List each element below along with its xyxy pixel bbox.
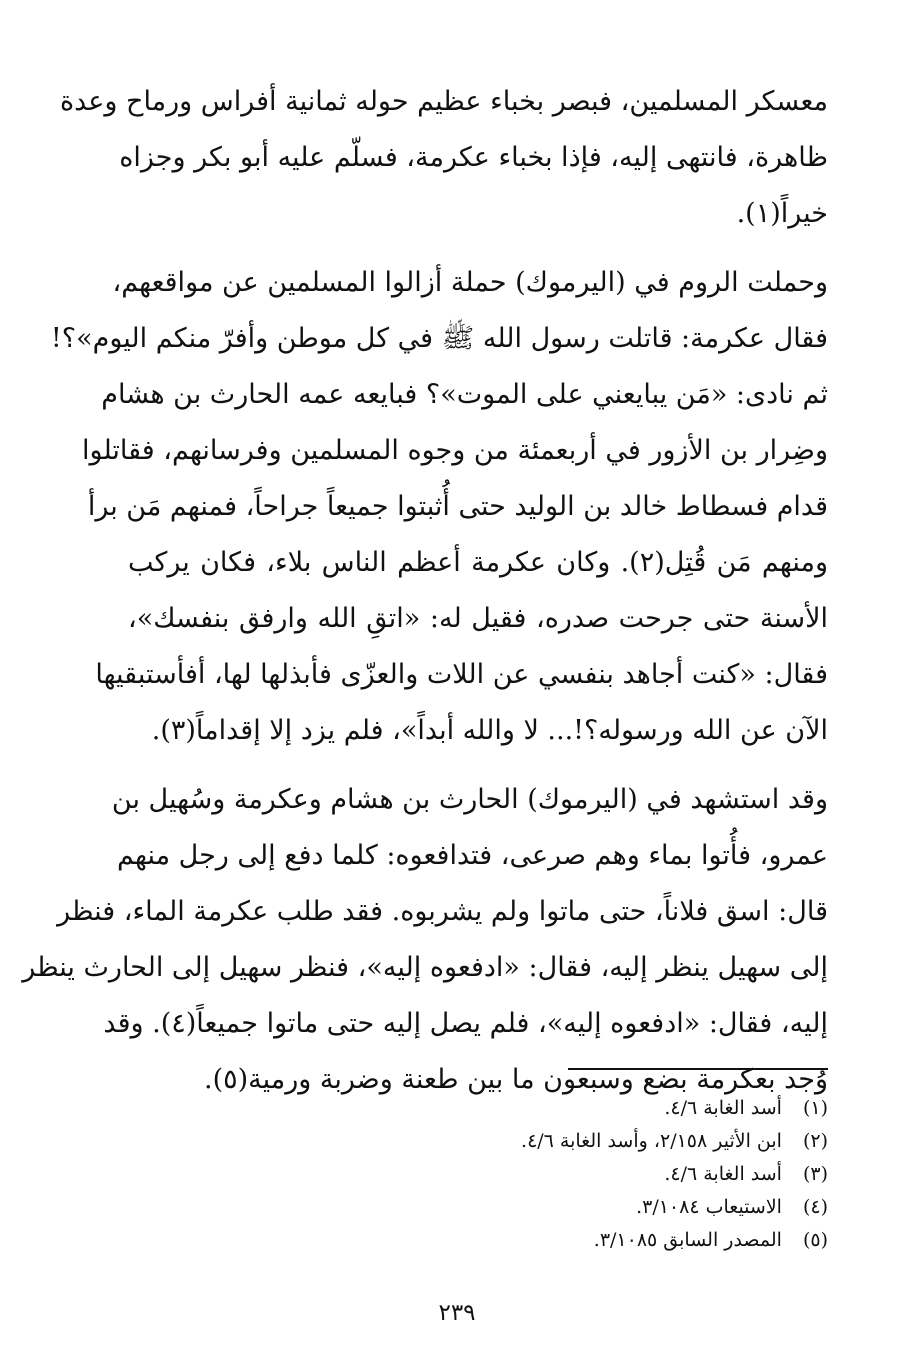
footnote-number: (١) bbox=[802, 1097, 828, 1119]
footnote-divider bbox=[568, 1068, 828, 1070]
text-line: إلى سهيل ينظر إليه، فقال: «ادفعوه إليه»، فنظر سهيل إلى الحارث ينظر bbox=[22, 952, 828, 983]
text-line: وُجد بعكرمة بضع وسبعون ما بين طعنة وضربة ورمية(٥). bbox=[204, 1064, 828, 1095]
paragraph-3 bbox=[22, 772, 828, 1108]
text-line: فقال عكرمة: قاتلت رسول الله ﷺ في كل موطن وأفرّ منكم اليوم»؟! bbox=[50, 323, 828, 354]
footnote-item bbox=[128, 1158, 828, 1191]
text-line: ظاهرة، فانتهى إليه، فإذا بخباء عكرمة، فسلّم عليه أبو بكر وجزاه bbox=[119, 142, 828, 173]
paragraph-1 bbox=[59, 74, 828, 242]
text-line: الآن عن الله ورسوله؟!... لا والله أبداً»، فلم يزد إلا إقداماً(٣). bbox=[151, 715, 828, 746]
footnote-text: أسد الغابة ٤/٦. bbox=[664, 1163, 782, 1185]
footnote-item bbox=[128, 1092, 828, 1125]
page-number: ٢٣٩ bbox=[438, 1300, 476, 1326]
text-line: عمرو، فأُتوا بماء وهم صرعى، فتدافعوه: كلما دفع إلى رجل منهم bbox=[117, 840, 828, 871]
footnote-text: المصدر السابق ٣/١٠٨٥. bbox=[593, 1229, 782, 1251]
text-line: معسكر المسلمين، فبصر بخباء عظيم حوله ثمانية أفراس ورماح وعدة bbox=[59, 86, 828, 117]
text-line: وضِرار بن الأزور في أربعمئة من وجوه المسلمين وفرسانهم، فقاتلوا bbox=[82, 435, 828, 466]
footnote-item bbox=[128, 1125, 828, 1158]
footnote-text: ابن الأثير ٢/١٥٨، وأسد الغابة ٤/٦. bbox=[521, 1130, 782, 1152]
text-line: فقال: «كنت أجاهد بنفسي عن اللات والعزّى فأبذلها لها، أفأستبقيها bbox=[95, 659, 828, 690]
footnote-number: (٤) bbox=[802, 1196, 828, 1218]
footnote-item bbox=[128, 1191, 828, 1224]
text-line: وقد استشهد في (اليرموك) الحارث بن هشام وعكرمة وسُهيل بن bbox=[111, 784, 828, 815]
text-line: قدام فسطاط خالد بن الوليد حتى أُثبتوا جميعاً جراحاً، فمنهم مَن برأ bbox=[87, 491, 828, 522]
footnote-number: (٥) bbox=[802, 1229, 828, 1251]
text-line: ثم نادى: «مَن يبايعني على الموت»؟ فبايعه عمه الحارث بن هشام bbox=[101, 379, 828, 410]
footnote-number: (٣) bbox=[802, 1163, 828, 1185]
footnotes-list bbox=[128, 1092, 828, 1257]
footnote-number: (٢) bbox=[802, 1130, 828, 1152]
text-line: ومنهم مَن قُتِل(٢). وكان عكرمة أعظم الناس بلاء، فكان يركب bbox=[128, 547, 828, 578]
text-line: الأسنة حتى جرحت صدره، فقيل له: «اتقِ الله وارفق بنفسك»، bbox=[128, 603, 828, 634]
footnote-text: أسد الغابة ٤/٦. bbox=[664, 1097, 782, 1119]
text-line: وحملت الروم في (اليرموك) حملة أزالوا المسلمين عن مواقعهم، bbox=[112, 267, 828, 298]
main-text bbox=[22, 74, 828, 1108]
text-line: خيراً(١). bbox=[736, 198, 828, 229]
paragraph-2 bbox=[50, 255, 828, 759]
text-line: إليه، فقال: «ادفعوه إليه»، فلم يصل إليه حتى ماتوا جميعاً(٤). وقد bbox=[103, 1008, 828, 1039]
footnote-item bbox=[128, 1224, 828, 1257]
text-line: قال: اسق فلاناً، حتى ماتوا ولم يشربوه. فقد طلب عكرمة الماء، فنظر bbox=[57, 896, 828, 927]
footnote-text: الاستيعاب ٣/١٠٨٤. bbox=[636, 1196, 782, 1218]
